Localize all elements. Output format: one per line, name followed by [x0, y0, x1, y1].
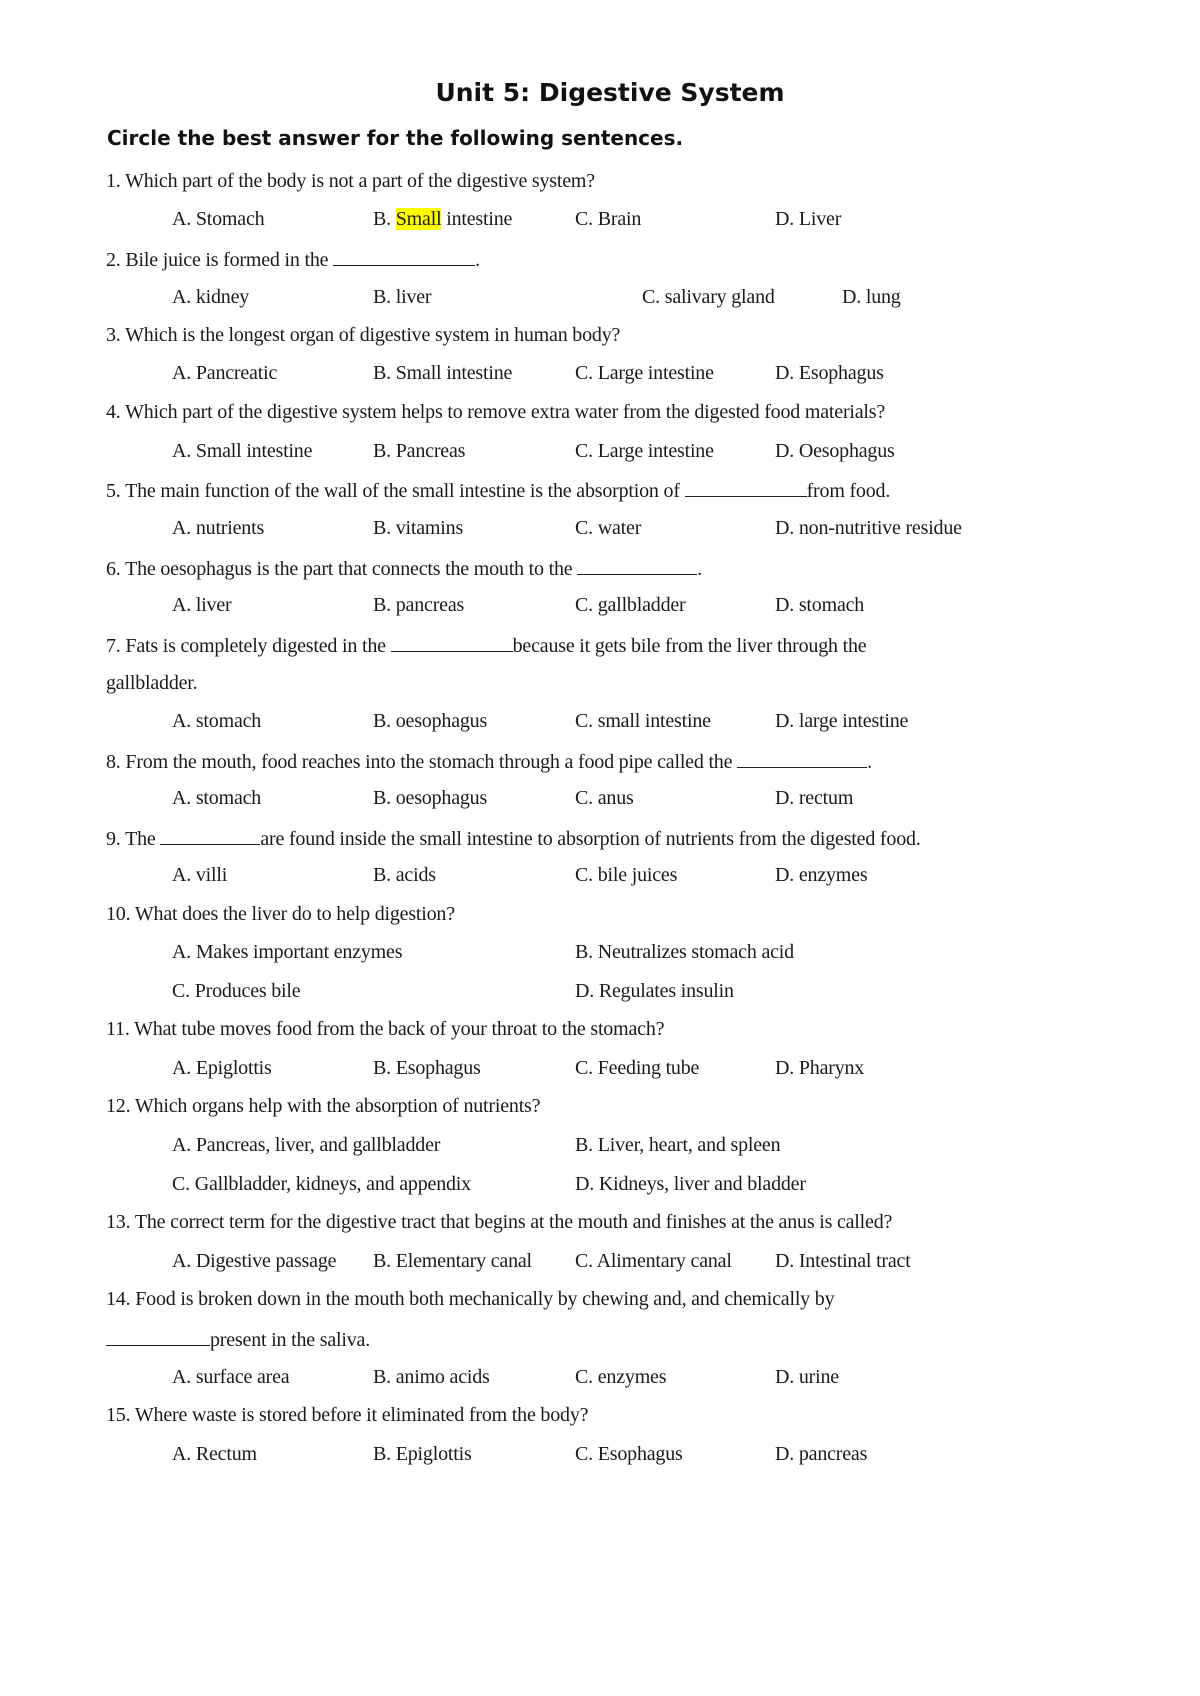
- option-2c[interactable]: C. salivary gland: [642, 286, 775, 308]
- option-12a[interactable]: A. Pancreas, liver, and gallbladder: [172, 1134, 441, 1156]
- option-3c[interactable]: C. Large intestine: [575, 362, 714, 384]
- option-15b[interactable]: B. Epiglottis: [373, 1443, 472, 1465]
- question-text: Where waste is stored before it eliminated from the body?: [134, 1404, 589, 1426]
- question-text: Which part of the body is not a part of the digestive system?: [125, 170, 595, 192]
- question-13: [106, 1211, 892, 1234]
- option-5b[interactable]: B. vitamins: [373, 517, 464, 539]
- question-7: [106, 633, 866, 658]
- question-text-end: present in the saliva.: [210, 1329, 370, 1351]
- question-number: 7.: [106, 635, 121, 657]
- option-2a[interactable]: A. kidney: [172, 286, 250, 308]
- question-text: Which is the longest organ of digestive system in human body?: [125, 324, 621, 346]
- option-5a[interactable]: A. nutrients: [172, 517, 265, 539]
- question-text-end: are found inside the small intestine to absorption of nutrients from the digested food.: [260, 828, 921, 850]
- option-11b[interactable]: B. Esophagus: [373, 1057, 481, 1079]
- question-text: Which organs help with the absorption of nutrients?: [134, 1095, 541, 1117]
- option-7d[interactable]: D. large intestine: [775, 710, 909, 732]
- question-text: Bile juice is formed in the: [125, 249, 334, 271]
- option-9c[interactable]: C. bile juices: [575, 864, 678, 886]
- question-number: 14.: [106, 1288, 131, 1310]
- option-8c[interactable]: C. anus: [575, 787, 634, 809]
- option-14d[interactable]: D. urine: [775, 1366, 839, 1388]
- option-4d[interactable]: D. Oesophagus: [775, 440, 895, 462]
- question-7-continued: gallbladder.: [106, 672, 198, 694]
- question-number: 5.: [106, 480, 121, 502]
- option-13b[interactable]: B. Elementary canal: [373, 1250, 532, 1272]
- question-1: [106, 170, 595, 193]
- option-10d[interactable]: D. Regulates insulin: [575, 980, 734, 1002]
- option-8b[interactable]: B. oesophagus: [373, 787, 488, 809]
- question-text-end: from food.: [806, 480, 891, 502]
- option-14a[interactable]: A. surface area: [172, 1366, 290, 1388]
- option-1a[interactable]: A. Stomach: [172, 208, 265, 230]
- question-number: 2.: [106, 249, 121, 271]
- option-4b[interactable]: B. Pancreas: [373, 440, 466, 462]
- question-number: 9.: [106, 828, 121, 850]
- question-number: 15.: [106, 1404, 131, 1426]
- option-10c[interactable]: C. Produces bile: [172, 980, 301, 1002]
- option-4c[interactable]: C. Large intestine: [575, 440, 714, 462]
- question-text: What does the liver do to help digestion?: [134, 903, 455, 925]
- question-text: From the mouth, food reaches into the stomach through a food pipe called the: [125, 751, 738, 773]
- question-4: [106, 401, 885, 424]
- question-number: 3.: [106, 324, 121, 346]
- question-5: [106, 478, 890, 503]
- option-14b[interactable]: B. animo acids: [373, 1366, 490, 1388]
- question-text: The correct term for the digestive tract that begins at the mouth and finishes at the anus is called?: [134, 1211, 893, 1233]
- option-9a[interactable]: A. villi: [172, 864, 228, 886]
- option-3d[interactable]: D. Esophagus: [775, 362, 884, 384]
- question-10: [106, 903, 455, 926]
- answer-blank: [391, 633, 513, 652]
- answer-blank: [160, 826, 260, 845]
- option-prefix: B.: [373, 208, 396, 230]
- option-7c[interactable]: C. small intestine: [575, 710, 711, 732]
- question-text-end: .: [697, 558, 703, 580]
- option-10b[interactable]: B. Neutralizes stomach acid: [575, 941, 794, 963]
- option-15c[interactable]: C. Esophagus: [575, 1443, 683, 1465]
- question-text: Fats is completely digested in the: [125, 635, 391, 657]
- question-number: 12.: [106, 1095, 131, 1117]
- answer-blank: [685, 478, 807, 497]
- answer-blank: [737, 749, 867, 768]
- question-number: 13.: [106, 1211, 131, 1233]
- question-number: 11.: [106, 1018, 130, 1040]
- question-text: Food is broken down in the mouth both mechanically by chewing and, and chemically by: [135, 1288, 835, 1310]
- option-3a[interactable]: A. Pancreatic: [172, 362, 278, 384]
- question-6: [106, 556, 702, 581]
- option-8a[interactable]: A. stomach: [172, 787, 262, 809]
- question-text: What tube moves food from the back of your throat to the stomach?: [134, 1018, 665, 1040]
- question-number: 8.: [106, 751, 121, 773]
- option-1d[interactable]: D. Liver: [775, 208, 842, 230]
- option-8d[interactable]: D. rectum: [775, 787, 854, 809]
- answer-blank: [577, 556, 697, 575]
- question-2: [106, 247, 480, 272]
- question-15: [106, 1404, 588, 1427]
- option-7a[interactable]: A. stomach: [172, 710, 262, 732]
- question-11: [106, 1018, 664, 1041]
- option-2b[interactable]: B. liver: [373, 286, 432, 308]
- option-9d[interactable]: D. enzymes: [775, 864, 868, 886]
- option-10a[interactable]: A. Makes important enzymes: [172, 941, 403, 963]
- answer-blank: [333, 247, 475, 266]
- question-3: [106, 324, 620, 347]
- question-number: 1.: [106, 170, 121, 192]
- option-1b[interactable]: [373, 208, 512, 231]
- option-6a[interactable]: A. liver: [172, 594, 232, 616]
- question-14: [106, 1288, 834, 1311]
- option-9b[interactable]: B. acids: [373, 864, 436, 886]
- option-15d[interactable]: D. pancreas: [775, 1443, 868, 1465]
- option-13a[interactable]: A. Digestive passage: [172, 1250, 337, 1272]
- question-text-end: .: [475, 249, 480, 271]
- option-4a[interactable]: A. Small intestine: [172, 440, 313, 462]
- option-13c[interactable]: C. Alimentary canal: [575, 1250, 732, 1272]
- question-text: Which part of the digestive system helps to remove extra water from the digested food materials?: [125, 401, 886, 423]
- question-text: The oesophagus is the part that connects the mouth to the: [125, 558, 578, 580]
- question-text: The: [125, 828, 161, 850]
- option-7b[interactable]: B. oesophagus: [373, 710, 488, 732]
- question-text-end: because it gets bile from the liver through the: [512, 635, 867, 657]
- question-9: [106, 826, 921, 851]
- option-3b[interactable]: B. Small intestine: [373, 362, 513, 384]
- question-number: 4.: [106, 401, 121, 423]
- option-5c[interactable]: C. water: [575, 517, 642, 539]
- option-11d[interactable]: D. Pharynx: [775, 1057, 865, 1079]
- option-11c[interactable]: C. Feeding tube: [575, 1057, 700, 1079]
- option-5d[interactable]: D. non-nutritive residue: [775, 517, 962, 539]
- page-title: Unit 5: Digestive System: [435, 78, 785, 107]
- instruction: Circle the best answer for the following sentences.: [107, 126, 684, 150]
- highlighted-word: Small: [395, 208, 442, 230]
- option-11a[interactable]: A. Epiglottis: [172, 1057, 272, 1079]
- option-12c[interactable]: C. Gallbladder, kidneys, and appendix: [172, 1173, 471, 1195]
- option-6b[interactable]: B. pancreas: [373, 594, 465, 616]
- option-12b[interactable]: B. Liver, heart, and spleen: [575, 1134, 781, 1156]
- option-14c[interactable]: C. enzymes: [575, 1366, 667, 1388]
- option-13d[interactable]: D. Intestinal tract: [775, 1250, 911, 1272]
- option-12d[interactable]: D. Kidneys, liver and bladder: [575, 1173, 806, 1195]
- option-2d[interactable]: D. lung: [842, 286, 901, 308]
- question-number: 6.: [106, 558, 121, 580]
- question-14-continued: [106, 1327, 370, 1352]
- question-number: 10.: [106, 903, 131, 925]
- question-text-end: .: [867, 751, 872, 773]
- option-6d[interactable]: D. stomach: [775, 594, 865, 616]
- answer-blank: [106, 1327, 210, 1346]
- question-8: [106, 749, 872, 774]
- option-15a[interactable]: A. Rectum: [172, 1443, 257, 1465]
- question-text: The main function of the wall of the small intestine is the absorption of: [125, 480, 685, 502]
- option-6c[interactable]: C. gallbladder: [575, 594, 686, 616]
- option-suffix: intestine: [441, 208, 513, 230]
- option-1c[interactable]: C. Brain: [575, 208, 642, 230]
- question-12: [106, 1095, 540, 1118]
